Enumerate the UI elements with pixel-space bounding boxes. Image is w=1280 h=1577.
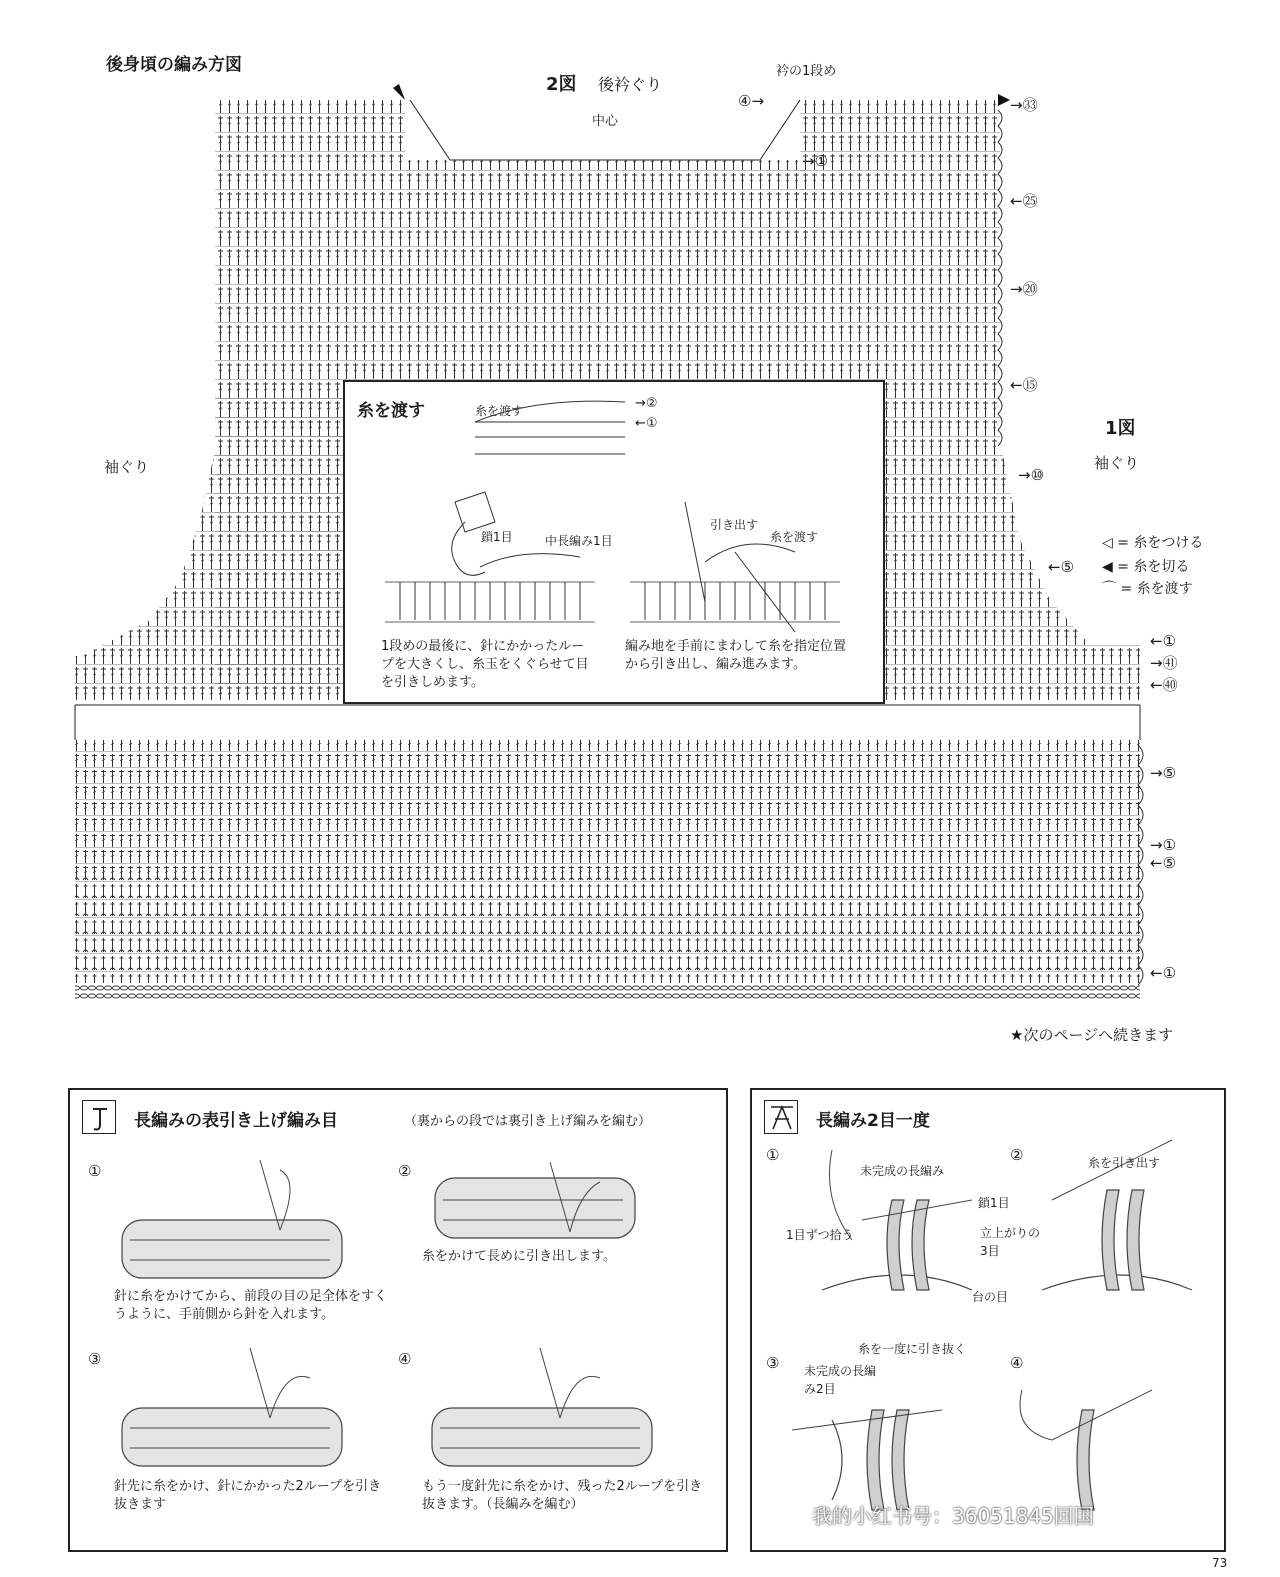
row-marker-1-ribbing: ←① xyxy=(1150,964,1177,982)
inset-hdc1: 中長編み1目 xyxy=(545,534,613,548)
fig2-subtitle: 後衿ぐり xyxy=(598,75,663,94)
right-armhole-label: 袖ぐり xyxy=(1094,454,1140,472)
dc2tog-label-unfinished: 未完成の長編み xyxy=(860,1164,945,1178)
row-marker-4: ④→ xyxy=(738,92,765,110)
watermark: 我的小红书号：36051845回国 xyxy=(812,1504,1094,1528)
inset-chain1: 鎖1目 xyxy=(481,530,513,544)
inset-title: 糸を渡す xyxy=(357,401,425,421)
step-num-3: ③ xyxy=(88,1350,102,1368)
step-caption-1: 針に糸をかけてから、前段の目の足全体をすくうように、手前側から針を入れます。 xyxy=(114,1289,388,1322)
inset-label-carry: 糸を渡す xyxy=(475,404,524,418)
collar-row1-label: 衿の1段め xyxy=(776,64,837,79)
dc2tog-label-base: 台の目 xyxy=(972,1290,1009,1304)
fig2-label: 2図 xyxy=(546,74,577,95)
dc2tog-step-num-1: ① xyxy=(766,1146,780,1164)
legend-carry: ⌒ = 糸を渡す xyxy=(1102,581,1193,597)
diagram-title: 後身頃の編み方図 xyxy=(106,55,242,75)
dc2tog-label-unfinished2: 未完成の長編み2目 xyxy=(804,1364,877,1396)
left-armhole-label: 袖ぐり xyxy=(104,458,150,476)
continued-note: ★次のページへ続きます xyxy=(1010,1026,1174,1044)
inset-row2: →② xyxy=(635,396,658,411)
row-marker-10: →⑩ xyxy=(1018,466,1045,484)
step-num-2: ② xyxy=(398,1162,412,1180)
inset-carry2: 糸を渡す xyxy=(770,530,819,544)
row-marker-33: →㉝ xyxy=(1010,96,1038,114)
inset-caption-right: 編み地を手前にまわして糸を指定位置から引き出し、編み進みます。 xyxy=(625,639,847,672)
row-marker-40: ←㊵ xyxy=(1150,676,1178,694)
dc2tog-label-chain1: 鎖1目 xyxy=(978,1196,1010,1210)
row-marker-1-body: →① xyxy=(1150,836,1177,854)
dc2tog-step-num-3: ③ xyxy=(766,1354,780,1372)
dc2tog-step-num-2: ② xyxy=(1010,1146,1024,1164)
inset-pull-out: 引き出す xyxy=(710,518,759,532)
row-marker-25: ←㉕ xyxy=(1010,192,1038,210)
inset-row1: ←① xyxy=(635,416,658,431)
step-caption-2: 糸をかけて長めに引き出します。 xyxy=(422,1249,616,1264)
step-num-4: ④ xyxy=(398,1350,412,1368)
legend-cut: ◀ = 糸を切る xyxy=(1102,559,1190,575)
dc2tog-step-num-4: ④ xyxy=(1010,1354,1024,1372)
row-marker-5-armhole: ←⑤ xyxy=(1048,558,1075,576)
step-caption-4: もう一度針先に糸をかけ、残った2ループを引き抜きます。（長編みを編む） xyxy=(422,1479,703,1512)
step-num-1: ① xyxy=(88,1162,102,1180)
dc2tog-label-pull-yarn: 糸を引き出す xyxy=(1088,1156,1161,1170)
row-marker-41: →㊶ xyxy=(1150,654,1178,672)
page-number: 73 xyxy=(1212,1556,1228,1570)
row-marker-1-armhole: ←① xyxy=(1150,632,1177,650)
step-caption-3: 針先に糸をかけ、針にかかった2ループを引き抜きます xyxy=(114,1479,382,1512)
dc2tog-label-pick-one: 1目ずつ拾う xyxy=(786,1228,854,1242)
inset-carry-yarn xyxy=(343,380,885,704)
dc2tog-label-pull-through: 糸を一度に引き抜く xyxy=(858,1342,967,1356)
center-label: 中心 xyxy=(592,114,619,129)
row-marker-5-body: →⑤ xyxy=(1150,764,1177,782)
dc2tog-label-turning3: 立上がりの3目 xyxy=(980,1226,1041,1258)
inset-caption-left: 1段めの最後に、針にかかったループを大きくし、糸玉をくぐらせて目を引きしめます。 xyxy=(381,639,589,690)
panel-right-title: 長編み2目一度 xyxy=(816,1111,930,1131)
fig1-label: 1図 xyxy=(1105,418,1136,439)
row-marker-5-ribbing: ←⑤ xyxy=(1150,854,1177,872)
panel-left-title: 長編みの表引き上げ編み目 xyxy=(134,1111,338,1131)
panel-front-post-dc xyxy=(68,1088,728,1552)
row-marker-20: →⑳ xyxy=(1010,280,1038,298)
panel-left-subtitle: （裏からの段では裏引き上げ編みを編む） xyxy=(404,1114,652,1129)
row-marker-15: ←⑮ xyxy=(1010,376,1038,394)
panel-dc2tog xyxy=(750,1088,1226,1552)
legend-attach: ◁ = 糸をつける xyxy=(1102,535,1204,551)
